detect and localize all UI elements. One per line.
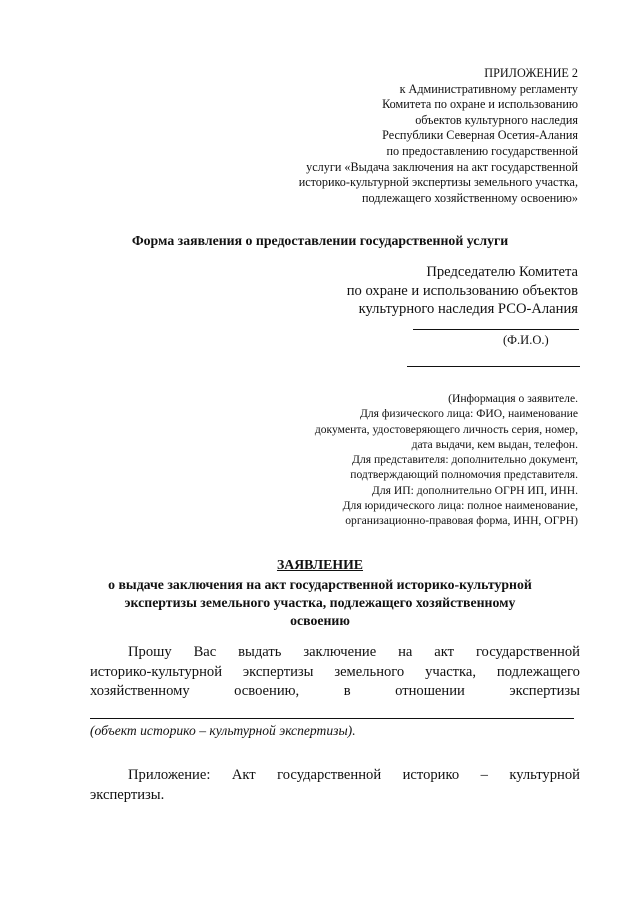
appendix-line: услуги «Выдача заключения на акт государственной (306, 159, 578, 174)
attachment-word: – (480, 767, 488, 783)
addressee-line: культурного наследия РСО-Алания (358, 301, 578, 317)
request-word: на (398, 644, 413, 660)
request-word: государственной (475, 644, 580, 660)
applicant-info-line: (Информация о заявителе. (448, 392, 578, 405)
appendix-line: объектов культурного наследия (415, 112, 578, 127)
request-word: подлежащего (496, 663, 580, 680)
appendix-line: Комитета по охране и использованию (382, 97, 578, 112)
request-word: Прошу (128, 644, 172, 660)
appendix-line: ПРИЛОЖЕНИЕ 2 (484, 66, 578, 80)
request-word: экспертизы (509, 683, 580, 699)
appendix-line: подлежащего хозяйственному освоению» (361, 190, 578, 205)
request-word: отношении (395, 683, 465, 699)
applicant-info-block (315, 391, 578, 529)
request-line (90, 663, 580, 683)
appendix-line: Республики Северная Осетия-Алания (382, 128, 578, 143)
application-subtitle-line: освоению (290, 613, 350, 628)
attachment-word: культурной (509, 767, 580, 783)
applicant-info-line: Для представителя: дополнительно документ, (352, 453, 578, 467)
request-word: историко-культурной (90, 663, 222, 680)
applicant-info-line: дата выдачи, кем выдан, телефон. (411, 437, 578, 451)
application-title: ЗАЯВЛЕНИЕ (276, 557, 364, 572)
attachment-word: государственной (277, 767, 382, 783)
applicant-info-line: Для ИП: дополнительно ОГРН ИП, ИНН. (371, 483, 578, 497)
form-title: Форма заявления о предоставлении государственной услуги (131, 233, 509, 248)
request-word: экспертизы (242, 663, 314, 680)
request-word: земельного (334, 663, 405, 680)
appendix-line: по предоставлению государственной (386, 143, 578, 158)
request-word: хозяйственному (90, 683, 190, 699)
request-word: выдать (238, 644, 282, 660)
applicant-info-line: Для физического лица: ФИО, наименование (359, 407, 578, 421)
application-heading (0, 556, 640, 630)
appendix-line: историко-культурной экспертизы земельного участка, (298, 175, 578, 190)
applicant-info-line: подтверждающий полномочия представителя. (350, 468, 578, 482)
request-word: освоению, (234, 683, 300, 699)
request-paragraph (90, 643, 580, 702)
addressee-block (347, 263, 578, 319)
addressee-line: по охране и использованию объектов (346, 282, 578, 299)
application-subtitle-line: экспертизы земельного участка, подлежащего хозяйственному (124, 595, 516, 610)
attachment-line (90, 765, 580, 785)
request-word: участка, (425, 663, 477, 680)
object-caption: (объект историко – культурной экспертизы). (90, 723, 356, 738)
request-word: акт (434, 644, 455, 660)
attachment-paragraph (90, 765, 580, 805)
attachment-word: историко (402, 767, 460, 783)
fio-caption: (Ф.И.О.) (503, 333, 549, 347)
addressee-line: Председателю Комитета (426, 264, 578, 280)
request-line (90, 682, 580, 702)
applicant-info-line: Для юридического лица: полное наименование, (342, 499, 578, 513)
request-word: заключение (303, 644, 377, 660)
fio-fill-line[interactable] (413, 329, 579, 330)
attachment-word: Приложение: (128, 767, 211, 783)
attachment-word: Акт (231, 767, 256, 783)
applicant-info-line: документа, удостоверяющего личность серия, номер, (314, 422, 578, 436)
appendix-header (299, 66, 578, 206)
request-word: Вас (193, 644, 217, 660)
object-fill-line[interactable] (90, 718, 574, 719)
request-line (90, 643, 580, 663)
appendix-line: к Административному регламенту (399, 81, 578, 96)
attachment-line-end: экспертизы. (90, 787, 165, 803)
applicant-info-line: организационно-правовая форма, ИНН, ОГРН) (345, 514, 578, 528)
application-subtitle-line: о выдаче заключения на акт государственной историко-культурной (108, 577, 532, 592)
applicant-fill-line[interactable] (407, 366, 580, 367)
request-word: в (343, 683, 351, 699)
